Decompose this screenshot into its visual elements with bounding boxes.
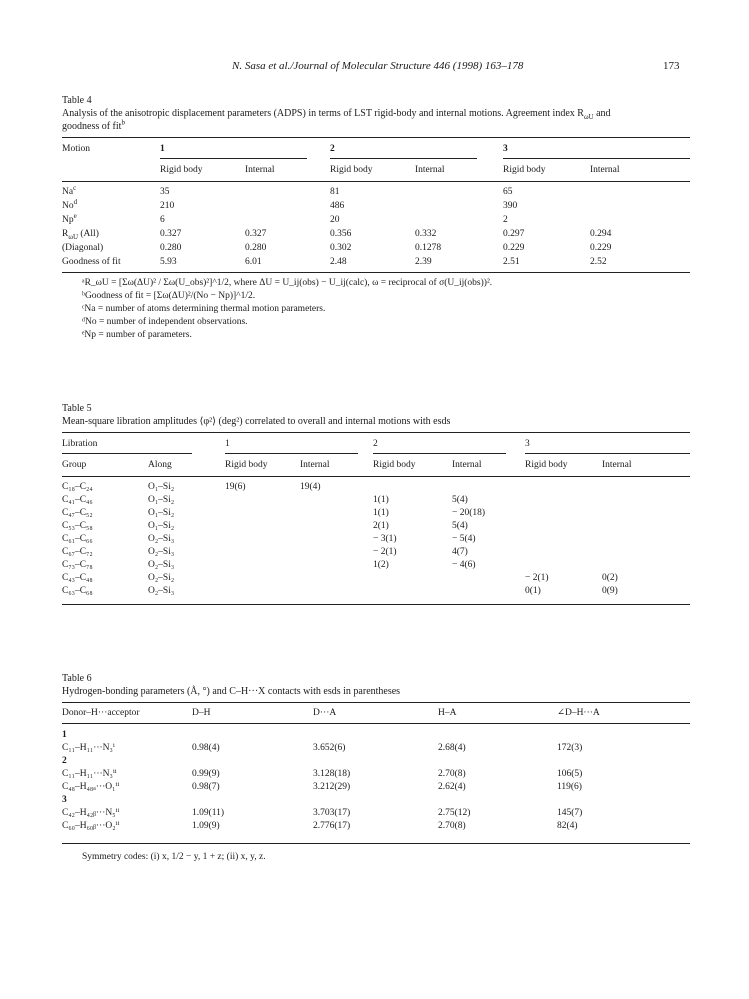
along-cell: O₂–Si₂: [148, 573, 175, 583]
table-cell: 2.776(17): [313, 821, 351, 831]
caption-sub: ωU: [583, 113, 594, 121]
along-cell: O₂–Si₃: [148, 534, 175, 544]
col-motion: Motion: [62, 144, 90, 154]
table-5-caption: Mean-square libration amplitudes ⟨φ²⟩ (deg²) correlated to overall and internal motions with esds: [62, 416, 451, 427]
row-label-sup: e: [73, 211, 77, 220]
table-cell: 65: [503, 187, 513, 197]
caption-sup: b: [121, 118, 125, 127]
subhead-internal-2: Internal: [415, 165, 445, 175]
t5-subhead-rigid-1: Rigid body: [225, 460, 268, 470]
row-label-suffix: (All): [78, 229, 99, 239]
table-cell: 2.51: [503, 257, 520, 267]
table-cell: 35: [160, 187, 170, 197]
group-cell: C₁₈–C₂₄: [62, 482, 93, 492]
row-label-sup: d: [73, 197, 78, 206]
table-cell: − 2(1): [525, 573, 549, 583]
table-cell: 3.703(17): [313, 808, 351, 818]
t5-subhead-internal-1: Internal: [300, 460, 330, 470]
journal-citation: N. Sasa et al./Journal of Molecular Structure 446 (1998) 163–178: [232, 60, 524, 72]
t5-subhead-internal-2: Internal: [452, 460, 482, 470]
bond-label: C₄₂–H₄₂ᵦ···N₅ⁱⁱ: [62, 808, 120, 818]
table-cell: 145(7): [557, 808, 583, 818]
footnote: ᵃR_ωU = [Σω(ΔU)² / Σω(U_obs)²]^1/2, where ΔU = U_ij(obs) − U_ij(calc), ω = reciprocal of σ(U_ij(obs))².: [82, 278, 493, 288]
t5-group-3-rule: [525, 453, 690, 454]
table-4-top-rule: [62, 137, 690, 138]
caption-text-end: and: [593, 108, 611, 119]
table-cell: 390: [503, 201, 518, 211]
footnote: ᵉNp = number of parameters.: [82, 330, 192, 340]
bond-label: C₄₈–H₄₈ₐ···O₁ⁱⁱ: [62, 782, 120, 792]
table-4-header-rule: [62, 181, 690, 182]
table-cell: 82(4): [557, 821, 578, 831]
table-cell: 0.297: [503, 229, 525, 239]
table-cell: 0(2): [602, 573, 618, 583]
table-cell: 2.70(8): [438, 821, 466, 831]
group-2-rule: [330, 158, 477, 159]
row-label-text: Goodness of fit: [62, 257, 121, 267]
table-cell: − 3(1): [373, 534, 397, 544]
libration-rule: [62, 453, 192, 454]
table-cell: 3.128(18): [313, 769, 351, 779]
table-cell: 0.229: [503, 243, 525, 253]
along-cell: O₁–Si₂: [148, 482, 175, 492]
table-cell: 1.09(9): [192, 821, 220, 831]
footnote: ᵇGoodness of fit = [Σω(ΔU)²/(No − Np)]^1/2.: [82, 291, 256, 301]
table-5-top-rule: [62, 432, 690, 433]
table-cell: 19(6): [225, 482, 246, 492]
page-number: 173: [663, 60, 680, 72]
bond-label: C₁₁–H₁₁···N₃ⁱⁱ: [62, 769, 117, 779]
table-cell: 0.332: [415, 229, 437, 239]
table-cell: 0.356: [330, 229, 352, 239]
bond-label: C₆₀–H₆₀ᵦ···O₂ⁱⁱ: [62, 821, 120, 831]
row-label: [62, 197, 78, 212]
subhead-rigid-3: Rigid body: [503, 165, 546, 175]
along-cell: O₂–Si₃: [148, 560, 175, 570]
group-cell: C₅₃–C₅₈: [62, 521, 93, 531]
table-cell: 19(4): [300, 482, 321, 492]
section-title: 2: [62, 756, 67, 766]
table-cell: 0.1278: [415, 243, 442, 253]
t5-group-3: 3: [525, 439, 530, 449]
col-ha: H–A: [438, 708, 457, 718]
group-1-rule: [160, 158, 307, 159]
t5-subhead-rigid-3: Rigid body: [525, 460, 568, 470]
group-cell: C₆₃–C₆₈: [62, 586, 93, 596]
t5-group-1: 1: [225, 439, 230, 449]
section-title: 3: [62, 795, 67, 805]
table-cell: 0.280: [245, 243, 267, 253]
t5-subhead-rigid-2: Rigid body: [373, 460, 416, 470]
col-along: Along: [148, 460, 172, 470]
bond-label: C₁₁–H₁₁···N₃ⁱ: [62, 743, 115, 753]
table-cell: 2: [503, 215, 508, 225]
table-6-bottom-rule: [62, 843, 690, 844]
col-dh: D–H: [192, 708, 211, 718]
table-4-caption-line1: [62, 108, 611, 119]
table-cell: − 5(4): [452, 534, 476, 544]
table-cell: 6: [160, 215, 165, 225]
row-label-sup: c: [73, 183, 77, 192]
col-donor: Donor–H···acceptor: [62, 708, 140, 718]
table-cell: 5(4): [452, 521, 468, 531]
table-5-label: Table 5: [62, 403, 92, 414]
row-label-text: Np: [62, 215, 74, 225]
table-cell: 1.09(11): [192, 808, 225, 818]
table-cell: 486: [330, 201, 345, 211]
table-cell: 106(5): [557, 769, 583, 779]
group-cell: C₄₇–C₅₂: [62, 508, 93, 518]
t5-group-2: 2: [373, 439, 378, 449]
table-cell: 4(7): [452, 547, 468, 557]
table-cell: 5.93: [160, 257, 177, 267]
table-cell: 1(1): [373, 508, 389, 518]
group-1: 1: [160, 144, 165, 154]
table-6-caption: Hydrogen-bonding parameters (Å, °) and C–H···X contacts with esds in parentheses: [62, 686, 401, 697]
table-cell: 0.294: [590, 229, 612, 239]
section-title: 1: [62, 730, 67, 740]
table-cell: − 4(6): [452, 560, 476, 570]
table-cell: − 20(18): [452, 508, 486, 518]
row-label: [62, 229, 99, 240]
table-cell: 3.212(29): [313, 782, 351, 792]
table-cell: 0.327: [245, 229, 267, 239]
footnote: ᵈNo = number of independent observations.: [82, 317, 248, 327]
table-4-bottom-rule: [62, 272, 690, 273]
table-cell: 2.39: [415, 257, 432, 267]
table-cell: 5(4): [452, 495, 468, 505]
table-cell: 210: [160, 201, 175, 211]
table-cell: 172(3): [557, 743, 583, 753]
row-label-sub: ωU: [68, 232, 79, 241]
caption-text: goodness of fit: [62, 121, 122, 132]
table-cell: 0(9): [602, 586, 618, 596]
row-label-text: No: [62, 201, 74, 211]
table-cell: 0.98(7): [192, 782, 220, 792]
row-label: [62, 243, 103, 254]
along-cell: O₂–Si₃: [148, 547, 175, 557]
footnote: ᶜNa = number of atoms determining thermal motion parameters.: [82, 304, 326, 314]
table-cell: 0.98(4): [192, 743, 220, 753]
along-cell: O₂–Si₃: [148, 586, 175, 596]
table-6-top-rule: [62, 702, 690, 703]
table-4-caption-line2: [62, 118, 125, 132]
col-da: D···A: [313, 708, 337, 718]
row-label-text: R: [62, 229, 69, 239]
row-label: [62, 211, 77, 226]
group-cell: C₄₁–C₄₆: [62, 495, 93, 505]
table-cell: 2.75(12): [438, 808, 471, 818]
group-cell: C₆₇–C₇₂: [62, 547, 93, 557]
col-group: Group: [62, 460, 87, 470]
table-cell: 0.302: [330, 243, 352, 253]
subhead-rigid-2: Rigid body: [330, 165, 373, 175]
table-6-header-rule: [62, 723, 690, 724]
table-cell: 6.01: [245, 257, 262, 267]
t5-group-1-rule: [225, 453, 358, 454]
group-cell: C₇₃–C₇₈: [62, 560, 93, 570]
table-cell: 0(1): [525, 586, 541, 596]
row-label-text: Na: [62, 187, 74, 197]
table-cell: 0.229: [590, 243, 612, 253]
table-cell: 2.70(8): [438, 769, 466, 779]
table-cell: − 2(1): [373, 547, 397, 557]
along-cell: O₁–Si₂: [148, 495, 175, 505]
subhead-internal-1: Internal: [245, 165, 275, 175]
t5-subhead-internal-3: Internal: [602, 460, 632, 470]
table-cell: 2.48: [330, 257, 347, 267]
table-cell: 0.280: [160, 243, 182, 253]
table-cell: 0.99(9): [192, 769, 220, 779]
row-label: [62, 257, 121, 268]
group-3-rule: [503, 158, 690, 159]
table-cell: 81: [330, 187, 340, 197]
table-cell: 0.327: [160, 229, 182, 239]
symmetry-codes: Symmetry codes: (i) x, 1/2 − y, 1 + z; (ii) x, y, z.: [82, 852, 266, 862]
along-cell: O₁–Si₂: [148, 521, 175, 531]
group-3: 3: [503, 144, 508, 154]
table-cell: 1(1): [373, 495, 389, 505]
table-cell: 2.62(4): [438, 782, 466, 792]
table-cell: 2(1): [373, 521, 389, 531]
table-cell: 119(6): [557, 782, 582, 792]
table-cell: 20: [330, 215, 340, 225]
table-cell: 1(2): [373, 560, 389, 570]
subhead-rigid-1: Rigid body: [160, 165, 203, 175]
along-cell: O₁–Si₂: [148, 508, 175, 518]
group-2: 2: [330, 144, 335, 154]
group-cell: C₆₁–C₆₆: [62, 534, 93, 544]
row-label-text: (Diagonal): [62, 243, 104, 253]
table-6-label: Table 6: [62, 673, 92, 684]
col-angle: ∠D–H···A: [557, 708, 600, 718]
table-5-bottom-rule: [62, 604, 690, 605]
subhead-internal-3: Internal: [590, 165, 620, 175]
t5-group-2-rule: [373, 453, 506, 454]
col-libration: Libration: [62, 439, 98, 449]
table-cell: 2.68(4): [438, 743, 466, 753]
table-5-header-rule: [62, 476, 690, 477]
table-cell: 2.52: [590, 257, 607, 267]
table-4-label: Table 4: [62, 95, 92, 106]
table-cell: 3.652(6): [313, 743, 346, 753]
caption-text: Analysis of the anisotropic displacement parameters (ADPS) in terms of LST rigid-body and internal motions. Agreement index R: [62, 108, 584, 119]
row-label: [62, 183, 77, 198]
group-cell: C₄₃–C₄₈: [62, 573, 93, 583]
